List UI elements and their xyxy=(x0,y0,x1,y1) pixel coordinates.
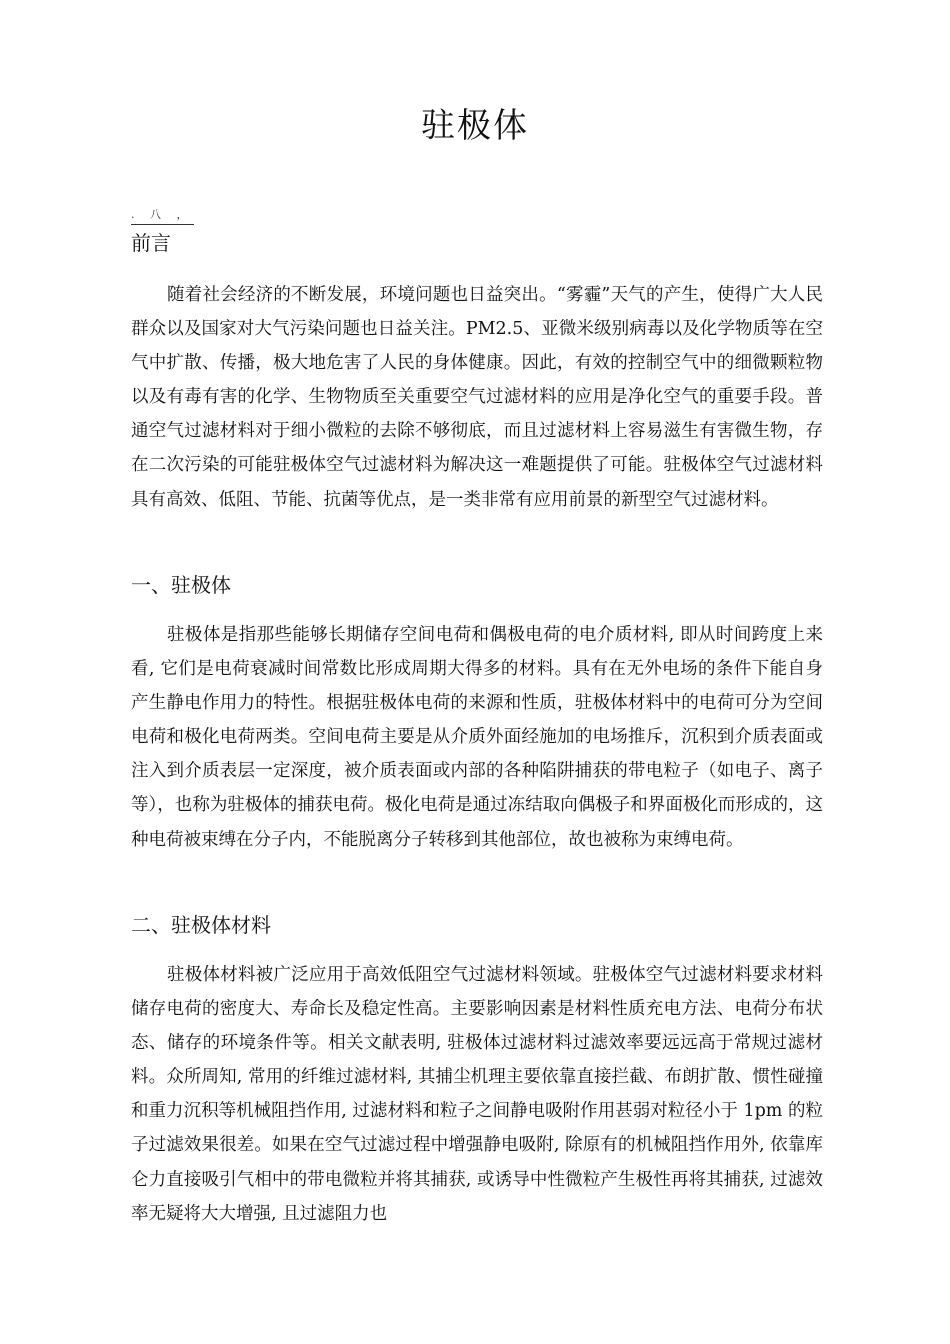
stray-underline xyxy=(131,224,194,225)
section1-paragraph: 驻极体是指那些能够长期储存空间电荷和偶极电荷的电介质材料, 即从时间跨度上来看, 它们是电荷衰减时间常数比形成周期大得多的材料。具有在无外电场的条件下能自身产生静电作用力的特性。根据驻极体电荷的来源和性质，驻极体材料中的电荷可分为空间电荷和极化电荷两类。空间电荷主要是从介质外面经施加的电场推斥，沉积到介质表面或注入到介质表层一定深度，被介质表面或内部的各种陷阱捕获的带电粒子（如电子、离子等），也称为驻极体的捕获电荷。极化电荷是通过冻结取向偶极子和界面极化而形成的，这种电荷被束缚在分子内，不能脱离分子转移到其他部位，故也被称为束缚电荷。 xyxy=(131,625,823,850)
section2-paragraph: 驻极体材料被广泛应用于高效低阻空气过滤材料领域。驻极体空气过滤材料要求材料储存电荷的密度大、寿命长及稳定性高。主要影响因素是材料性质充电方法、电荷分布状态、储存的环境条件等。相关文献表明, 驻极体过滤材料过滤效率要远远高于常规过滤材料。众所周知, 常用的纤维过滤材料, 其捕尘机理主要依靠直接拦截、布朗扩散、惯性碰撞和重力沉积等机械阻挡作用, 过滤材料和粒子之间静电吸附作用甚弱对粒径小于 1pm 的粒子过滤效果很差。如果在空气过滤过程中增强静电吸附, 除原有的机械阻挡作用外, 依靠库仑力直接吸引气相中的带电微粒并将其捕获, 或诱导中性微粒产生极性再将其捕获, 过滤效率无疑将大大增强, 且过滤阻力也 xyxy=(131,965,823,1224)
section2-heading: 二、驻极体材料 xyxy=(131,913,271,937)
preface-paragraph: 随着社会经济的不断发展，环境问题也日益突出。“雾霾”天气的产生，使得广大人民群众以及国家对大气污染问题也日益关注。PM2.5、亚微米级别病毒以及化学物质等在空气中扩散、传播，极大地危害了人民的身体健康。因此，有效的控制空气中的细微颗粒物以及有毒有害的化学、生物物质至关重要空气过滤材料的应用是净化空气的重要手段。普通空气过滤材料对于细小微粒的去除不够彻底，而且过滤材料上容易滋生有害微生物，存在二次污染的可能驻极体空气过滤材料为解决这一难题提供了可能。驻极体空气过滤材料具有高效、低阻、节能、抗菌等优点，是一类非常有应用前景的新型空气过滤材料。 xyxy=(131,285,823,510)
section1-heading: 一、驻极体 xyxy=(131,573,231,597)
document-title: 驻极体 xyxy=(421,106,529,146)
preface-heading: 前言 xyxy=(131,231,171,255)
stray-marks: . 八 ， xyxy=(131,208,194,221)
